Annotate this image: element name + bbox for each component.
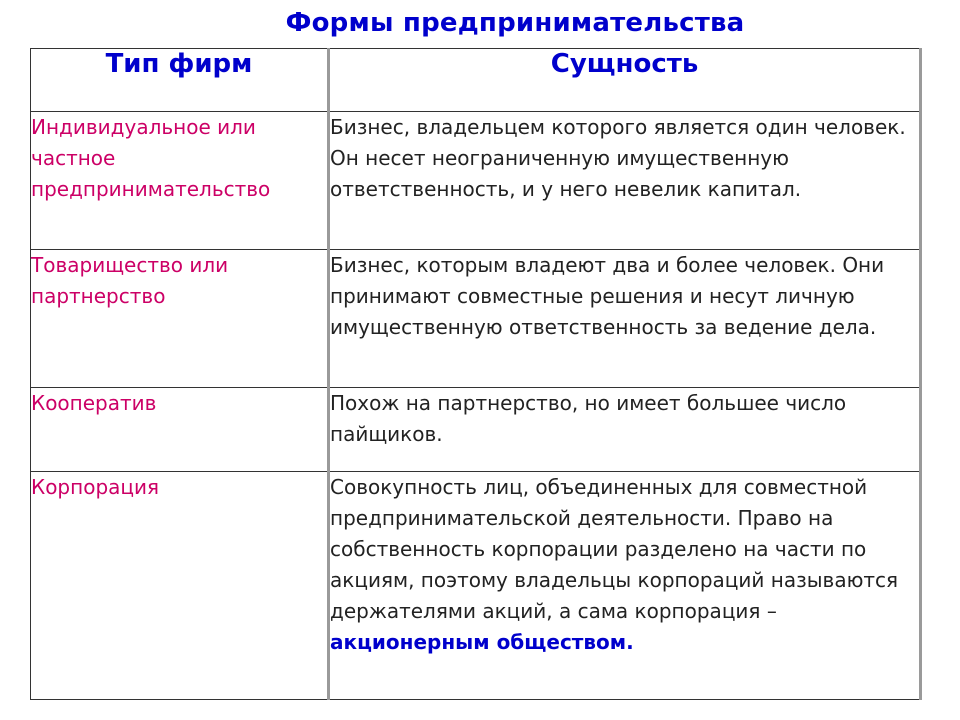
type-cell: Кооператив — [31, 388, 329, 472]
table-row — [31, 112, 921, 250]
table-row — [31, 250, 921, 388]
essence-cell: Бизнес, владельцем которого является один человек. Он несет неограниченную имущественную ответственность, и у него невелик капитал. — [329, 112, 921, 250]
essence-cell — [329, 472, 921, 700]
table-row — [31, 472, 921, 700]
header-essence: Сущность — [329, 49, 921, 112]
page-title: Формы предпринимательства — [285, 8, 745, 38]
business-forms-table — [30, 48, 922, 700]
essence-text: Совокупность лиц, объединенных для совместной предпринимательской деятельности. Право на собственность корпорации разделено на части по акциям, поэтому владельцы корпораций называются держателями акций, а сама корпорация – — [330, 475, 899, 623]
type-cell: Корпорация — [31, 472, 329, 700]
table-row — [31, 388, 921, 472]
type-cell: Товарищество или партнерство — [31, 250, 329, 388]
type-cell: Индивидуальное или частное предпринимательство — [31, 112, 329, 250]
header-type: Тип фирм — [31, 49, 329, 112]
table-header-row — [31, 49, 921, 112]
essence-emphasis: акционерным обществом. — [330, 630, 634, 654]
essence-cell: Бизнес, которым владеют два и более человек. Они принимают совместные решения и несут личную имущественную ответственность за ведение дела. — [329, 250, 921, 388]
essence-cell: Похож на партнерство, но имеет большее число пайщиков. — [329, 388, 921, 472]
